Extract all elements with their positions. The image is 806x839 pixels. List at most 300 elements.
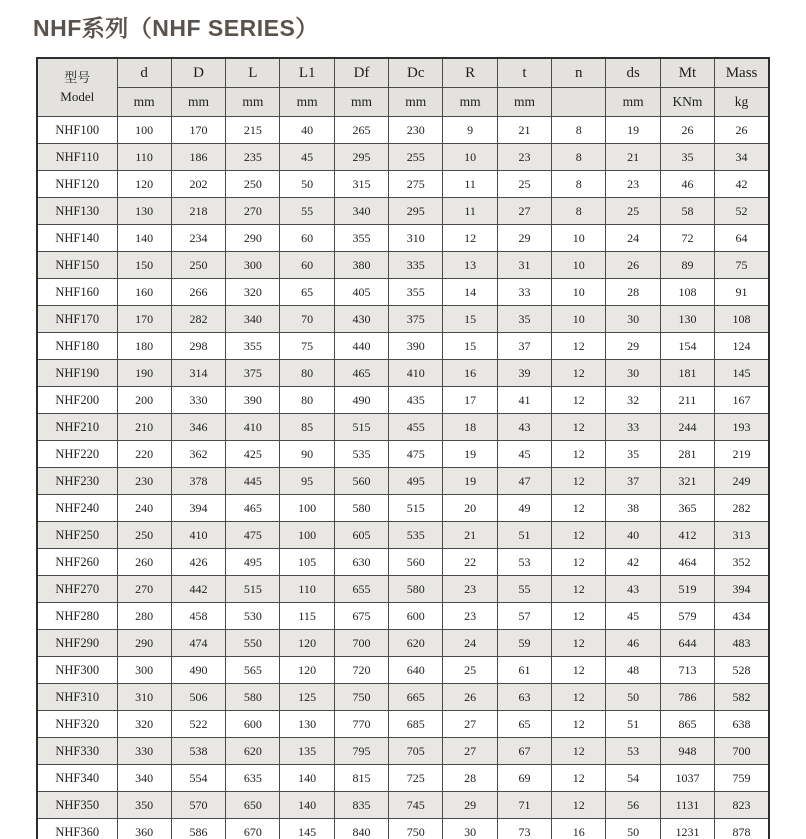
- value-cell: 878: [715, 819, 769, 839]
- value-cell: 26: [660, 117, 714, 144]
- value-cell: 12: [552, 630, 606, 657]
- value-cell: 282: [715, 495, 769, 522]
- value-cell: 29: [606, 333, 660, 360]
- value-cell: 270: [117, 576, 171, 603]
- value-cell: 51: [497, 522, 551, 549]
- value-cell: 55: [497, 576, 551, 603]
- value-cell: 19: [606, 117, 660, 144]
- model-cell: NHF340: [37, 765, 117, 792]
- value-cell: 605: [334, 522, 388, 549]
- table-row: [37, 738, 769, 765]
- value-cell: 394: [715, 576, 769, 603]
- value-cell: 240: [117, 495, 171, 522]
- value-cell: 218: [171, 198, 225, 225]
- column-symbol-ds: ds: [606, 58, 660, 88]
- value-cell: 519: [660, 576, 714, 603]
- value-cell: 390: [226, 387, 280, 414]
- column-symbol-R: R: [443, 58, 497, 88]
- value-cell: 355: [334, 225, 388, 252]
- column-symbol-n: n: [552, 58, 606, 88]
- value-cell: 65: [280, 279, 334, 306]
- value-cell: 145: [715, 360, 769, 387]
- value-cell: 211: [660, 387, 714, 414]
- value-cell: 11: [443, 198, 497, 225]
- value-cell: 8: [552, 198, 606, 225]
- column-unit-6: mm: [443, 88, 497, 117]
- column-symbol-L: L: [226, 58, 280, 88]
- value-cell: 570: [171, 792, 225, 819]
- value-cell: 110: [280, 576, 334, 603]
- value-cell: 290: [117, 630, 171, 657]
- model-cell: NHF350: [37, 792, 117, 819]
- value-cell: 140: [117, 225, 171, 252]
- column-unit-5: mm: [389, 88, 443, 117]
- value-cell: 430: [334, 306, 388, 333]
- value-cell: 435: [389, 387, 443, 414]
- value-cell: 230: [117, 468, 171, 495]
- value-cell: 795: [334, 738, 388, 765]
- value-cell: 10: [552, 252, 606, 279]
- value-cell: 100: [280, 495, 334, 522]
- value-cell: 26: [443, 684, 497, 711]
- value-cell: 26: [606, 252, 660, 279]
- value-cell: 167: [715, 387, 769, 414]
- value-cell: 21: [443, 522, 497, 549]
- column-unit-11: kg: [715, 88, 769, 117]
- value-cell: 16: [443, 360, 497, 387]
- value-cell: 59: [497, 630, 551, 657]
- value-cell: 360: [117, 819, 171, 839]
- value-cell: 29: [443, 792, 497, 819]
- value-cell: 298: [171, 333, 225, 360]
- value-cell: 390: [389, 333, 443, 360]
- model-cell: NHF300: [37, 657, 117, 684]
- value-cell: 51: [606, 711, 660, 738]
- value-cell: 130: [280, 711, 334, 738]
- value-cell: 14: [443, 279, 497, 306]
- model-cell: NHF100: [37, 117, 117, 144]
- value-cell: 1037: [660, 765, 714, 792]
- model-cell: NHF180: [37, 333, 117, 360]
- value-cell: 23: [443, 603, 497, 630]
- nhf-spec-table: [36, 57, 770, 839]
- column-unit-10: KNm: [660, 88, 714, 117]
- value-cell: 650: [226, 792, 280, 819]
- value-cell: 33: [606, 414, 660, 441]
- value-cell: 464: [660, 549, 714, 576]
- value-cell: 12: [552, 684, 606, 711]
- value-cell: 340: [226, 306, 280, 333]
- value-cell: 45: [280, 144, 334, 171]
- value-cell: 434: [715, 603, 769, 630]
- value-cell: 145: [280, 819, 334, 839]
- value-cell: 282: [171, 306, 225, 333]
- value-cell: 823: [715, 792, 769, 819]
- value-cell: 440: [334, 333, 388, 360]
- value-cell: 150: [117, 252, 171, 279]
- value-cell: 60: [280, 225, 334, 252]
- value-cell: 12: [552, 738, 606, 765]
- model-cell: NHF110: [37, 144, 117, 171]
- value-cell: 705: [389, 738, 443, 765]
- value-cell: 12: [552, 603, 606, 630]
- value-cell: 95: [280, 468, 334, 495]
- model-cell: NHF190: [37, 360, 117, 387]
- value-cell: 410: [171, 522, 225, 549]
- value-cell: 58: [660, 198, 714, 225]
- value-cell: 71: [497, 792, 551, 819]
- value-cell: 635: [226, 765, 280, 792]
- value-cell: 378: [171, 468, 225, 495]
- value-cell: 105: [280, 549, 334, 576]
- value-cell: 600: [389, 603, 443, 630]
- value-cell: 638: [715, 711, 769, 738]
- value-cell: 45: [606, 603, 660, 630]
- value-cell: 154: [660, 333, 714, 360]
- value-cell: 120: [117, 171, 171, 198]
- value-cell: 235: [226, 144, 280, 171]
- value-cell: 215: [226, 117, 280, 144]
- value-cell: 85: [280, 414, 334, 441]
- header-symbol-row: [37, 58, 769, 88]
- column-symbol-t: t: [497, 58, 551, 88]
- value-cell: 220: [117, 441, 171, 468]
- value-cell: 31: [497, 252, 551, 279]
- value-cell: 580: [226, 684, 280, 711]
- value-cell: 321: [660, 468, 714, 495]
- value-cell: 350: [117, 792, 171, 819]
- value-cell: 750: [389, 819, 443, 839]
- value-cell: 186: [171, 144, 225, 171]
- value-cell: 135: [280, 738, 334, 765]
- value-cell: 12: [552, 657, 606, 684]
- table-body: [37, 117, 769, 839]
- value-cell: 465: [334, 360, 388, 387]
- value-cell: 405: [334, 279, 388, 306]
- model-cell: NHF120: [37, 171, 117, 198]
- value-cell: 362: [171, 441, 225, 468]
- value-cell: 506: [171, 684, 225, 711]
- value-cell: 29: [497, 225, 551, 252]
- value-cell: 53: [497, 549, 551, 576]
- value-cell: 255: [389, 144, 443, 171]
- value-cell: 42: [606, 549, 660, 576]
- value-cell: 565: [226, 657, 280, 684]
- value-cell: 27: [443, 738, 497, 765]
- model-cell: NHF260: [37, 549, 117, 576]
- value-cell: 640: [389, 657, 443, 684]
- value-cell: 685: [389, 711, 443, 738]
- column-symbol-Mass: Mass: [715, 58, 769, 88]
- value-cell: 270: [226, 198, 280, 225]
- value-cell: 375: [226, 360, 280, 387]
- value-cell: 490: [334, 387, 388, 414]
- value-cell: 170: [171, 117, 225, 144]
- table-row: [37, 279, 769, 306]
- value-cell: 535: [389, 522, 443, 549]
- value-cell: 352: [715, 549, 769, 576]
- value-cell: 63: [497, 684, 551, 711]
- value-cell: 410: [389, 360, 443, 387]
- value-cell: 12: [552, 360, 606, 387]
- value-cell: 250: [117, 522, 171, 549]
- value-cell: 69: [497, 765, 551, 792]
- value-cell: 310: [117, 684, 171, 711]
- value-cell: 73: [497, 819, 551, 839]
- value-cell: 12: [552, 522, 606, 549]
- value-cell: 12: [552, 387, 606, 414]
- value-cell: 665: [389, 684, 443, 711]
- table-row: [37, 630, 769, 657]
- value-cell: 630: [334, 549, 388, 576]
- table-row: [37, 549, 769, 576]
- table-row: [37, 252, 769, 279]
- value-cell: 586: [171, 819, 225, 839]
- model-column-header: [37, 58, 117, 117]
- value-cell: 12: [552, 414, 606, 441]
- value-cell: 42: [715, 171, 769, 198]
- value-cell: 249: [715, 468, 769, 495]
- column-unit-8: [552, 88, 606, 117]
- value-cell: 120: [280, 630, 334, 657]
- value-cell: 30: [606, 360, 660, 387]
- value-cell: 554: [171, 765, 225, 792]
- value-cell: 948: [660, 738, 714, 765]
- column-unit-4: mm: [334, 88, 388, 117]
- value-cell: 560: [334, 468, 388, 495]
- value-cell: 23: [606, 171, 660, 198]
- value-cell: 180: [117, 333, 171, 360]
- value-cell: 12: [552, 765, 606, 792]
- model-cell: NHF270: [37, 576, 117, 603]
- value-cell: 190: [117, 360, 171, 387]
- value-cell: 181: [660, 360, 714, 387]
- table-row: [37, 144, 769, 171]
- value-cell: 50: [606, 684, 660, 711]
- value-cell: 15: [443, 306, 497, 333]
- model-cell: NHF150: [37, 252, 117, 279]
- column-unit-7: mm: [497, 88, 551, 117]
- table-row: [37, 468, 769, 495]
- value-cell: 725: [389, 765, 443, 792]
- value-cell: 170: [117, 306, 171, 333]
- value-cell: 22: [443, 549, 497, 576]
- value-cell: 100: [117, 117, 171, 144]
- value-cell: 320: [117, 711, 171, 738]
- table-row: [37, 603, 769, 630]
- value-cell: 45: [497, 441, 551, 468]
- column-symbol-Dc: Dc: [389, 58, 443, 88]
- value-cell: 28: [443, 765, 497, 792]
- value-cell: 330: [171, 387, 225, 414]
- value-cell: 200: [117, 387, 171, 414]
- value-cell: 35: [660, 144, 714, 171]
- value-cell: 40: [280, 117, 334, 144]
- value-cell: 70: [280, 306, 334, 333]
- value-cell: 12: [552, 495, 606, 522]
- value-cell: 20: [443, 495, 497, 522]
- value-cell: 12: [552, 468, 606, 495]
- value-cell: 41: [497, 387, 551, 414]
- value-cell: 840: [334, 819, 388, 839]
- value-cell: 355: [389, 279, 443, 306]
- value-cell: 35: [606, 441, 660, 468]
- value-cell: 230: [389, 117, 443, 144]
- value-cell: 675: [334, 603, 388, 630]
- table-row: [37, 333, 769, 360]
- value-cell: 580: [389, 576, 443, 603]
- value-cell: 75: [280, 333, 334, 360]
- table-row: [37, 765, 769, 792]
- value-cell: 1231: [660, 819, 714, 839]
- value-cell: 23: [497, 144, 551, 171]
- column-symbol-Df: Df: [334, 58, 388, 88]
- model-cell: NHF290: [37, 630, 117, 657]
- value-cell: 10: [552, 306, 606, 333]
- value-cell: 13: [443, 252, 497, 279]
- value-cell: 465: [226, 495, 280, 522]
- value-cell: 28: [606, 279, 660, 306]
- model-cell: NHF160: [37, 279, 117, 306]
- value-cell: 17: [443, 387, 497, 414]
- table-row: [37, 225, 769, 252]
- value-cell: 483: [715, 630, 769, 657]
- value-cell: 53: [606, 738, 660, 765]
- value-cell: 300: [226, 252, 280, 279]
- value-cell: 515: [389, 495, 443, 522]
- value-cell: 260: [117, 549, 171, 576]
- value-cell: 140: [280, 792, 334, 819]
- value-cell: 37: [497, 333, 551, 360]
- value-cell: 100: [280, 522, 334, 549]
- table-row: [37, 117, 769, 144]
- value-cell: 108: [660, 279, 714, 306]
- value-cell: 25: [443, 657, 497, 684]
- value-cell: 330: [117, 738, 171, 765]
- column-symbol-L1: L1: [280, 58, 334, 88]
- model-cell: NHF170: [37, 306, 117, 333]
- value-cell: 495: [226, 549, 280, 576]
- value-cell: 75: [715, 252, 769, 279]
- model-cell: NHF130: [37, 198, 117, 225]
- value-cell: 522: [171, 711, 225, 738]
- value-cell: 48: [606, 657, 660, 684]
- value-cell: 130: [660, 306, 714, 333]
- value-cell: 375: [389, 306, 443, 333]
- value-cell: 50: [280, 171, 334, 198]
- value-cell: 340: [117, 765, 171, 792]
- value-cell: 644: [660, 630, 714, 657]
- value-cell: 12: [552, 333, 606, 360]
- value-cell: 700: [334, 630, 388, 657]
- value-cell: 12: [552, 576, 606, 603]
- value-cell: 515: [226, 576, 280, 603]
- value-cell: 412: [660, 522, 714, 549]
- value-cell: 759: [715, 765, 769, 792]
- value-cell: 538: [171, 738, 225, 765]
- value-cell: 46: [606, 630, 660, 657]
- value-cell: 50: [606, 819, 660, 839]
- value-cell: 130: [117, 198, 171, 225]
- value-cell: 125: [280, 684, 334, 711]
- value-cell: 314: [171, 360, 225, 387]
- value-cell: 124: [715, 333, 769, 360]
- value-cell: 18: [443, 414, 497, 441]
- value-cell: 27: [497, 198, 551, 225]
- table-row: [37, 198, 769, 225]
- value-cell: 265: [334, 117, 388, 144]
- value-cell: 10: [552, 279, 606, 306]
- value-cell: 10: [552, 225, 606, 252]
- value-cell: 550: [226, 630, 280, 657]
- value-cell: 620: [389, 630, 443, 657]
- value-cell: 600: [226, 711, 280, 738]
- value-cell: 394: [171, 495, 225, 522]
- table-header: [37, 58, 769, 117]
- model-cell: NHF210: [37, 414, 117, 441]
- value-cell: 47: [497, 468, 551, 495]
- table-row: [37, 522, 769, 549]
- value-cell: 535: [334, 441, 388, 468]
- value-cell: 24: [443, 630, 497, 657]
- value-cell: 1131: [660, 792, 714, 819]
- value-cell: 19: [443, 468, 497, 495]
- value-cell: 582: [715, 684, 769, 711]
- value-cell: 108: [715, 306, 769, 333]
- table-row: [37, 684, 769, 711]
- value-cell: 32: [606, 387, 660, 414]
- value-cell: 475: [226, 522, 280, 549]
- value-cell: 835: [334, 792, 388, 819]
- value-cell: 120: [280, 657, 334, 684]
- value-cell: 815: [334, 765, 388, 792]
- value-cell: 54: [606, 765, 660, 792]
- value-cell: 580: [334, 495, 388, 522]
- value-cell: 140: [280, 765, 334, 792]
- value-cell: 410: [226, 414, 280, 441]
- value-cell: 300: [117, 657, 171, 684]
- value-cell: 15: [443, 333, 497, 360]
- value-cell: 72: [660, 225, 714, 252]
- value-cell: 670: [226, 819, 280, 839]
- value-cell: 39: [497, 360, 551, 387]
- value-cell: 115: [280, 603, 334, 630]
- value-cell: 442: [171, 576, 225, 603]
- value-cell: 280: [117, 603, 171, 630]
- model-header-zh: 型号: [64, 69, 91, 85]
- value-cell: 426: [171, 549, 225, 576]
- column-unit-2: mm: [226, 88, 280, 117]
- model-cell: NHF250: [37, 522, 117, 549]
- value-cell: 340: [334, 198, 388, 225]
- model-cell: NHF310: [37, 684, 117, 711]
- value-cell: 720: [334, 657, 388, 684]
- value-cell: 458: [171, 603, 225, 630]
- value-cell: 355: [226, 333, 280, 360]
- table-row: [37, 306, 769, 333]
- value-cell: 80: [280, 387, 334, 414]
- column-symbol-D: D: [171, 58, 225, 88]
- value-cell: 52: [715, 198, 769, 225]
- value-cell: 530: [226, 603, 280, 630]
- value-cell: 34: [715, 144, 769, 171]
- model-cell: NHF320: [37, 711, 117, 738]
- value-cell: 219: [715, 441, 769, 468]
- model-cell: NHF280: [37, 603, 117, 630]
- table-row: [37, 171, 769, 198]
- table-row: [37, 387, 769, 414]
- value-cell: 80: [280, 360, 334, 387]
